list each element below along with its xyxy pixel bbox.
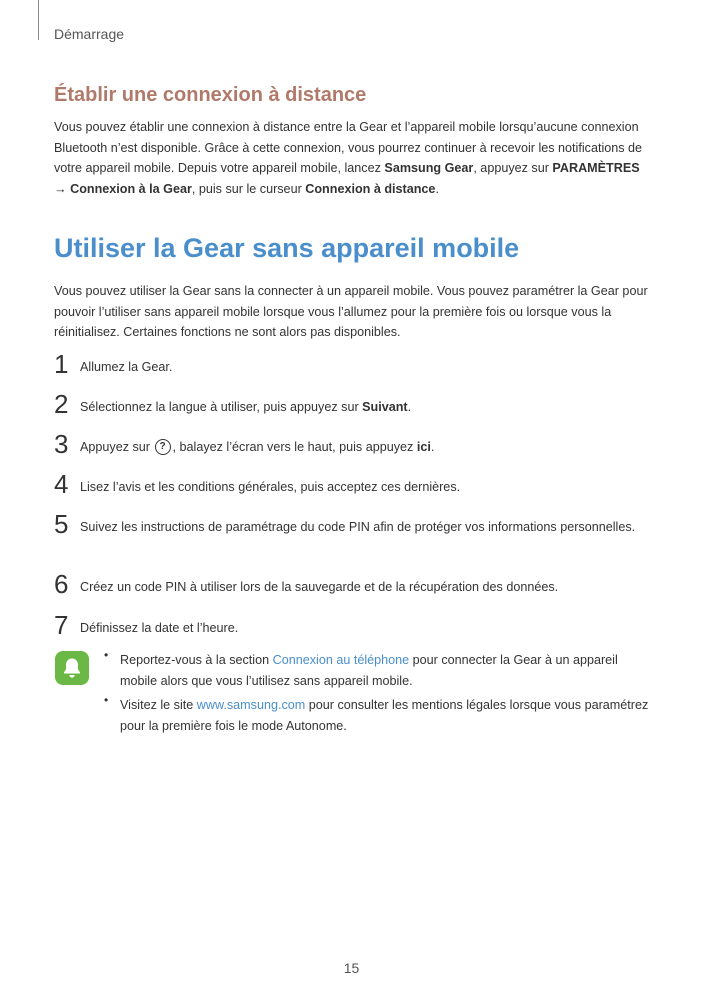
page-number: 15 [343,960,360,976]
step-number: 3 [54,429,69,459]
section-header: Démarrage [54,26,125,42]
step-text: Créez un code PIN à utiliser lors de la sauvegarde et de la récupération des données. [80,580,559,594]
step-number: 5 [54,509,69,539]
bell-icon [55,651,89,685]
step-number: 7 [54,610,69,640]
connection-link[interactable]: Connexion au téléphone [272,653,410,667]
question-circle-icon: ? [155,439,171,455]
bullet: • [104,693,109,707]
header-rule [38,0,39,40]
samsung-website-link[interactable]: www.samsung.com [196,698,306,712]
step-text: Allumez la Gear. [80,360,173,374]
note-text: Visitez le site www.samsung.com pour consulter les mentions légales lorsque vous paramétrez pour la première fois le mode Autonome. [120,698,649,733]
step-number: 4 [54,469,69,499]
remote-connection-heading: Établir une connexion à distance [54,84,367,106]
step-text: Lisez l’avis et les conditions générales, puis acceptez ces dernières. [80,480,461,494]
step-text: Définissez la date et l’heure. [80,621,239,635]
standalone-intro: Vous pouvez utiliser la Gear sans la connecter à un appareil mobile. Vous pouvez paramétrer la Gear pour pouvoir l’utiliser sans appareil mobile lorsque vous l’allumez pour la première fois ou lorsque vous la réinitialisez. Certaines fonctions ne sont alors pas disponibles. [54,284,648,339]
step-text: Sélectionnez la langue à utiliser, puis appuyez sur Suivant. [80,400,412,414]
step-text: Appuyez sur ? , balayez l’écran vers le haut, puis appuyez ici. [80,440,435,454]
step-number: 1 [54,349,69,379]
step-number: 6 [54,569,69,599]
bullet: • [104,648,109,662]
remote-connection-paragraph: Vous pouvez établir une connexion à distance entre la Gear et l’appareil mobile lorsqu’aucune connexion Bluetooth n’est disponible. Grâce à cette connexion, vous pourrez continuer à recevoir les notifications de votre appareil mobile. Depuis votre appareil mobile, lancez Samsung Gear, appuyez sur PARAMÈTRES → Connexion à la Gear, puis sur le curseur Connexion à distance. [54,120,643,196]
step-number: 2 [54,389,69,419]
note-text: Reportez-vous à la section Connexion au téléphone pour connecter la Gear à un appareil mobile alors que vous l’utilisez sans appareil mobile. [120,653,618,688]
step-text: Suivez les instructions de paramétrage du code PIN afin de protéger vos informations personnelles. [80,520,636,534]
standalone-heading: Utiliser la Gear sans appareil mobile [54,233,520,263]
